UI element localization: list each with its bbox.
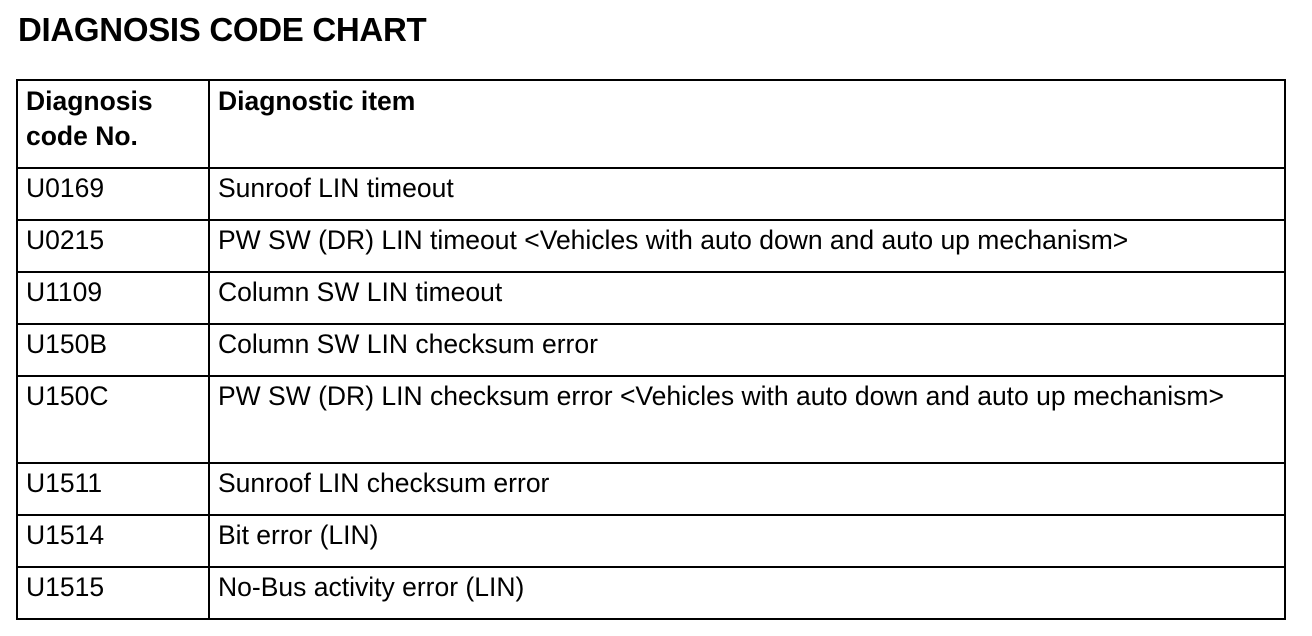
item-cell: PW SW (DR) LIN checksum error <Vehicles with auto down and auto up mechanism> (209, 376, 1285, 463)
code-cell: U150C (17, 376, 209, 463)
item-cell: Sunroof LIN checksum error (209, 463, 1285, 515)
table-row (17, 220, 1285, 272)
table-row (17, 272, 1285, 324)
column-header-code: Diagnosis code No. (17, 80, 209, 168)
code-cell: U150B (17, 324, 209, 376)
table-row (17, 515, 1285, 567)
code-cell: U0215 (17, 220, 209, 272)
page-title: DIAGNOSIS CODE CHART (18, 11, 427, 48)
code-cell: U0169 (17, 168, 209, 220)
item-cell: PW SW (DR) LIN timeout <Vehicles with auto down and auto up mechanism> (209, 220, 1285, 272)
code-cell: U1514 (17, 515, 209, 567)
code-cell: U1109 (17, 272, 209, 324)
table-row (17, 567, 1285, 619)
item-cell: Column SW LIN timeout (209, 272, 1285, 324)
column-header-item: Diagnostic item (209, 80, 1285, 168)
item-cell: Bit error (LIN) (209, 515, 1285, 567)
table-header-row (17, 80, 1285, 168)
diagnosis-code-table (16, 79, 1286, 620)
table-row (17, 463, 1285, 515)
code-cell: U1515 (17, 567, 209, 619)
item-cell: Column SW LIN checksum error (209, 324, 1285, 376)
table-row (17, 324, 1285, 376)
table-row (17, 376, 1285, 463)
code-cell: U1511 (17, 463, 209, 515)
item-cell: No-Bus activity error (LIN) (209, 567, 1285, 619)
item-cell: Sunroof LIN timeout (209, 168, 1285, 220)
table-row (17, 168, 1285, 220)
